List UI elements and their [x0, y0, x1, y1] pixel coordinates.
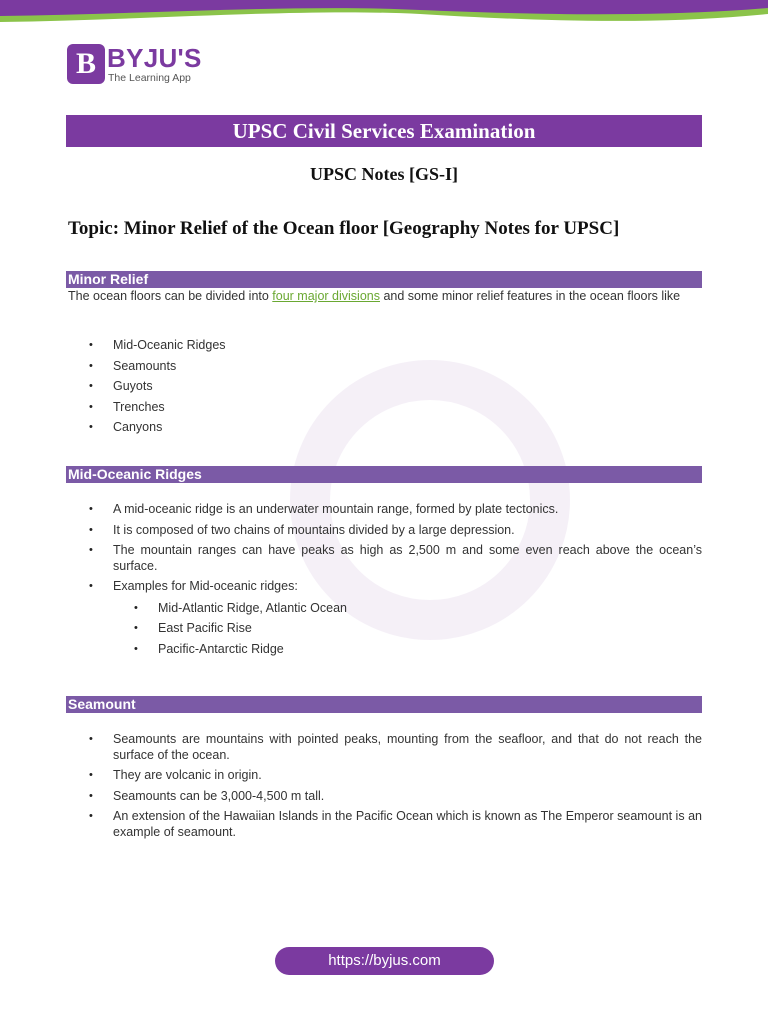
- minor-relief-intro: [68, 289, 702, 305]
- list-item: • They are volcanic in origin.: [68, 768, 702, 784]
- examples-label: Examples for Mid-oceanic ridges:: [113, 579, 298, 593]
- footer-url-link[interactable]: https://byjus.com: [275, 947, 494, 975]
- list-item: • Trenches: [68, 400, 702, 416]
- list-item: • Seamounts can be 3,000-4,500 m tall.: [68, 789, 702, 805]
- mid-oceanic-list: [68, 502, 702, 657]
- section-heading-mid-oceanic-ridges: Mid-Oceanic Ridges: [66, 466, 702, 483]
- header-decoration: [0, 0, 768, 26]
- section-heading-minor-relief: Minor Relief: [66, 271, 702, 288]
- document-topic: Topic: Minor Relief of the Ocean floor [Geography Notes for UPSC]: [68, 218, 620, 239]
- seamount-list: [68, 732, 702, 840]
- list-item: • The mountain ranges can have peaks as high as 2,500 m and some even reach above the ocean’s surface.: [68, 543, 702, 574]
- intro-text-before: The ocean floors can be divided into: [68, 289, 273, 303]
- brand-tagline: The Learning App: [108, 72, 191, 84]
- section-heading-seamount: Seamount: [66, 696, 702, 713]
- list-item: • A mid-oceanic ridge is an underwater mountain range, formed by plate tectonics.: [68, 502, 702, 518]
- four-major-divisions-link[interactable]: four major divisions: [272, 289, 380, 303]
- list-item: • An extension of the Hawaiian Islands in the Pacific Ocean which is known as The Emperor seamount is an example of seamount.: [68, 809, 702, 840]
- list-item: • Guyots: [68, 379, 702, 395]
- examples-sublist: [113, 601, 702, 658]
- list-item: • Canyons: [68, 420, 702, 436]
- logo-mark-icon: B: [67, 44, 105, 84]
- list-item: • Seamounts are mountains with pointed peaks, mounting from the seafloor, and that do not reach the surface of the ocean.: [68, 732, 702, 763]
- sublist-item: • Pacific-Antarctic Ridge: [113, 642, 702, 658]
- sublist-item: • East Pacific Rise: [113, 621, 702, 637]
- document-title: UPSC Civil Services Examination: [66, 115, 702, 147]
- sublist-item: • Mid-Atlantic Ridge, Atlantic Ocean: [113, 601, 702, 617]
- brand-name: BYJU'S: [107, 43, 202, 73]
- minor-relief-list: [68, 338, 702, 436]
- list-item: [68, 579, 702, 657]
- intro-text-after: and some minor relief features in the ocean floors like: [379, 289, 681, 303]
- list-item: • Mid-Oceanic Ridges: [68, 338, 702, 354]
- list-item: • Seamounts: [68, 359, 702, 375]
- list-item: • It is composed of two chains of mountains divided by a large depression.: [68, 523, 702, 539]
- document-subtitle: UPSC Notes [GS-I]: [310, 164, 458, 184]
